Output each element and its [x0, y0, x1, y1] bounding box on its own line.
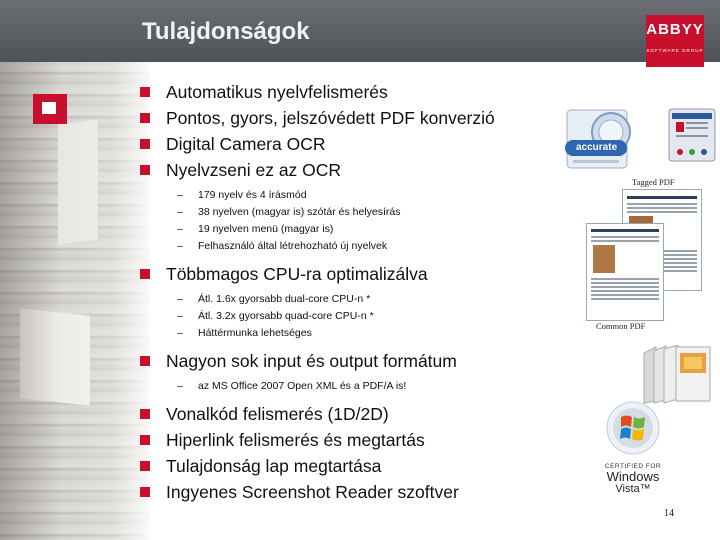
bullet-square-icon: [140, 165, 150, 175]
slide-title: Tulajdonságok: [142, 18, 310, 45]
bullet-square-icon: [140, 113, 150, 123]
red-square-icon: [33, 94, 67, 124]
bullet-text: Nyelvzseni ez az OCR: [166, 160, 342, 180]
badge-certified-text: CERTIFIED FOR: [604, 463, 662, 470]
bullet-text: Többmagos CPU-ra optimalizálva: [166, 264, 428, 284]
sub-bullet-item: – 179 nyelv és 4 írásmód: [177, 189, 307, 201]
accurate-badge: [563, 108, 658, 174]
bullet-item: [140, 401, 560, 427]
sub-bullet-item: – 19 nyelven menü (magyar is): [177, 223, 334, 235]
logo-wordmark: ABBYY: [646, 21, 704, 38]
common-pdf-page: [586, 223, 664, 321]
sub-bullet-text: Felhasználó által létrehozható új nyelvek: [198, 240, 388, 252]
bullet-item: [140, 427, 560, 453]
sub-bullet-item: – 38 nyelven (magyar is) szótár és helyesírás: [177, 206, 401, 218]
logo-subtitle: SOFTWARE GROUP: [646, 48, 704, 53]
app-window-icon: [668, 108, 716, 162]
bullet-text: Ingyenes Screenshot Reader szoftver: [166, 482, 459, 502]
bullet-text: Nagyon sok input és output formátum: [166, 351, 457, 371]
windows-vista-badge: [598, 400, 668, 496]
page-number: 14: [664, 508, 674, 519]
bullet-square-icon: [140, 435, 150, 445]
bullet-text: Digital Camera OCR: [166, 134, 326, 154]
tagged-pdf-caption: Tagged PDF: [632, 177, 675, 187]
bullet-square-icon: [140, 269, 150, 279]
sub-bullet-text: 38 nyelven (magyar is) szótár és helyesírás: [198, 206, 401, 218]
sub-bullet-text: Átl. 1.6x gyorsabb dual-core CPU-n *: [198, 293, 371, 305]
bullet-item: [140, 453, 560, 479]
bullet-square-icon: [140, 87, 150, 97]
bullet-square-icon: [140, 461, 150, 471]
common-pdf-caption: Common PDF: [596, 321, 646, 331]
sub-bullet-item: – Átl. 3.2x gyorsabb quad-core CPU-n *: [177, 310, 374, 322]
badge-vista-text: Vista™: [615, 483, 651, 495]
sub-bullet-item: – Átl. 1.6x gyorsabb dual-core CPU-n *: [177, 293, 371, 305]
bullet-item: [140, 157, 560, 183]
bullet-item: [140, 348, 560, 374]
bullet-square-icon: [140, 409, 150, 419]
bullet-text: Automatikus nyelvfelismerés: [166, 82, 388, 102]
sub-bullet-text: 179 nyelv és 4 írásmód: [198, 189, 307, 201]
bullet-item: [140, 79, 560, 105]
bullet-square-icon: [140, 356, 150, 366]
bullet-item: [140, 105, 560, 131]
pdf-pages-illustration: [586, 185, 704, 320]
bullet-text: Hiperlink felismerés és megtartás: [166, 430, 425, 450]
bullet-text: Tulajdonság lap megtartása: [166, 456, 382, 476]
badge-windows-text: Windows: [606, 469, 660, 484]
abbyy-logo: [646, 15, 704, 67]
slide-header: [0, 0, 720, 62]
bullet-item: [140, 261, 560, 287]
sub-bullet-text: Átl. 3.2x gyorsabb quad-core CPU-n *: [198, 310, 374, 322]
bullet-list: [140, 79, 560, 505]
bullet-item: [140, 131, 560, 157]
sub-bullet-text: 19 nyelven menü (magyar is): [198, 223, 334, 235]
bullet-text: Pontos, gyors, jelszóvédett PDF konverzió: [166, 108, 495, 128]
bullet-square-icon: [140, 487, 150, 497]
sub-bullet-item: – Háttérmunka lehetséges: [177, 327, 312, 339]
windows-logo-icon: [598, 400, 668, 456]
sub-bullet-item: – Felhasználó által létrehozható új nyelvek: [177, 240, 388, 252]
sub-bullet-text: az MS Office 2007 Open XML és a PDF/A is!: [198, 380, 407, 392]
photo-shade: [0, 62, 150, 540]
filing-cabinet-photo: [0, 62, 150, 540]
office-boxes-illustration: [640, 345, 712, 405]
accurate-label: accurate: [576, 142, 618, 153]
sub-bullet-item: – az MS Office 2007 Open XML és a PDF/A is!: [177, 380, 407, 392]
bullet-text: Vonalkód felismerés (1D/2D): [166, 404, 389, 424]
bullet-square-icon: [140, 139, 150, 149]
sub-bullet-text: Háttérmunka lehetséges: [198, 327, 312, 339]
bullet-item: [140, 479, 560, 505]
